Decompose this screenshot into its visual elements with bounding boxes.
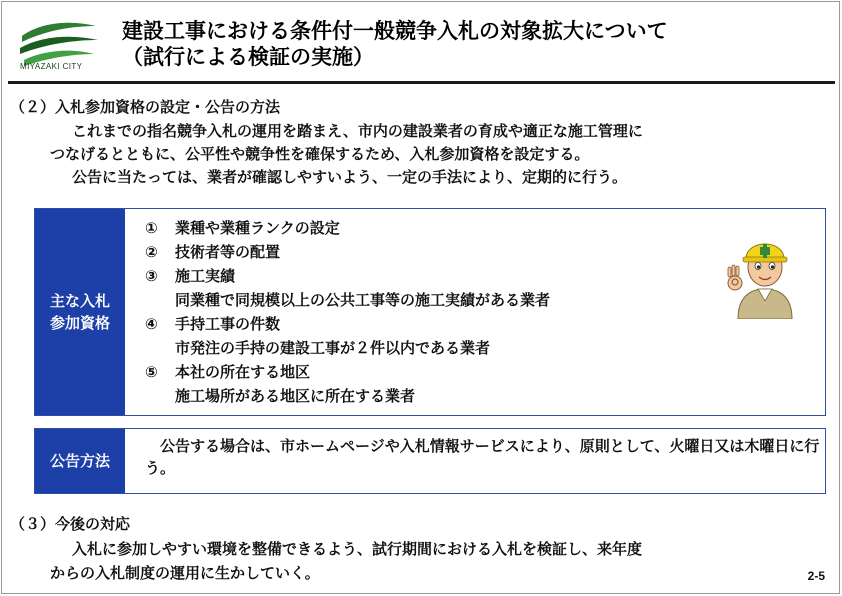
item-number: ④ (145, 315, 158, 333)
item-number: ① (145, 219, 158, 237)
qualification-label-line-2: 参加資格 (49, 314, 110, 332)
slide (1, 1, 840, 594)
qualification-sub-item: 同業種で同規模以上の公共工事等の施工実績がある業者 (175, 291, 551, 309)
header-divider (8, 81, 835, 84)
qualification-item (145, 265, 235, 287)
item-number: ⑤ (145, 363, 158, 381)
item-number: ② (145, 243, 158, 261)
section-2-heading: （２）入札参加資格の設定・公告の方法 (10, 98, 281, 116)
qualification-box-label (35, 209, 125, 415)
item-number: ③ (145, 267, 158, 285)
title-line-2: （試行による検証の実施） (122, 45, 374, 69)
construction-worker-icon (724, 221, 806, 319)
section-2-para-2: 公告に当たっては、業者が確認しやすいよう、一定の手法により、定期的に行う。 (72, 168, 628, 186)
notice-box (34, 428, 826, 494)
qualification-sub-item: 市発注の手持の建設工事が２件以内である業者 (175, 339, 491, 357)
notice-text: 公告する場合は、市ホームページや入札情報サービスにより、原則として、火曜日又は木曜日に行う。 (145, 437, 820, 477)
notice-box-label: 公告方法 (35, 429, 125, 493)
title-line-1: 建設工事における条件付一般競争入札の対象拡大について (122, 19, 668, 43)
qualification-box (34, 208, 826, 416)
qualification-item (145, 313, 280, 335)
item-text: 手持工事の件数 (175, 315, 281, 333)
section-3-para-line-1: 入札に参加しやすい環境を整備できるよう、試行期間における入札を検証し、来年度 (72, 540, 643, 558)
qualification-sub-item: 施工場所がある地区に所在する業者 (175, 387, 416, 405)
qualification-item (145, 361, 310, 383)
qualification-item (145, 241, 280, 263)
qualification-item (145, 217, 340, 239)
page-number: 2-5 (807, 569, 825, 583)
item-text: 業種や業種ランクの設定 (175, 219, 340, 237)
page-title (122, 18, 832, 70)
item-text: 本社の所在する地区 (175, 363, 311, 381)
section-2-para-1-line-2: つなげるとともに、公平性や競争性を確保するため、入札参加資格を設定する。 (50, 145, 590, 163)
logo-text: MIYAZAKI CITY (20, 62, 83, 71)
qualification-label-line-1: 主な入札 (49, 292, 110, 310)
section-3-heading: （３）今後の対応 (10, 515, 131, 533)
section-3-para-line-2: からの入札制度の運用に生かしていく。 (50, 564, 320, 582)
item-text: 施工実績 (175, 267, 236, 285)
item-text: 技術者等の配置 (175, 243, 281, 261)
section-2-para-1-line-1: これまでの指名競争入札の運用を踏まえ、市内の建設業者の育成や適正な施工管理に (72, 122, 643, 140)
